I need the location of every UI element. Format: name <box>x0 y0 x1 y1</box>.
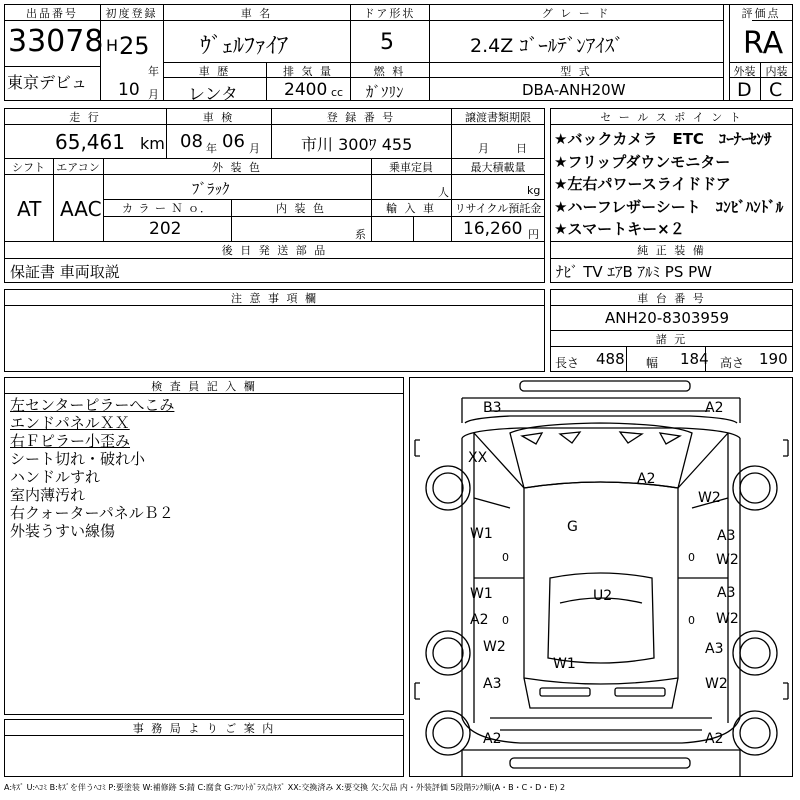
cc-unit: cc <box>331 86 344 99</box>
insp-year: 08 <box>180 131 203 152</box>
reg-month: 10 <box>118 80 140 100</box>
damage-mark: A2 <box>705 400 724 416</box>
inspector-note: エンドパネルＸＸ <box>10 414 130 432</box>
transfer-day: 日 <box>516 142 527 155</box>
label-first-reg: 初度登録 <box>105 7 158 20</box>
label-int-color: 内 装 色 <box>276 202 326 215</box>
mileage: 65,461 <box>55 130 125 154</box>
inspector-note: 室内薄汚れ <box>10 486 86 504</box>
label-exterior: 外装 <box>733 65 756 78</box>
damage-mark: W1 <box>470 526 493 542</box>
damage-mark: W2 <box>698 490 721 506</box>
yen-unit: 円 <box>528 228 539 241</box>
label-import: 輸 入 車 <box>386 202 436 215</box>
label-office: 事 務 局 よ り ご 案 内 <box>132 722 276 735</box>
car-outline <box>410 378 794 778</box>
damage-mark: W1 <box>470 586 493 602</box>
label-displacement: 排 気 量 <box>283 65 333 78</box>
fuel: ｶﾞｿﾘﾝ <box>366 83 404 101</box>
shift: AT <box>17 197 42 221</box>
label-transfer: 譲渡書類期限 <box>465 111 531 124</box>
sales-points-list <box>554 128 783 241</box>
interior-grade: C <box>769 79 783 101</box>
inspector-note: 左センターピラーへこみ <box>10 396 175 414</box>
era-label: H <box>106 36 119 55</box>
label-shift: シフト <box>12 161 45 174</box>
genuine-equipment: ﾅﾋﾞ TV ｴｱB ｱﾙﾐ PS PW <box>556 263 712 281</box>
kg-unit: kg <box>527 184 541 197</box>
color-no: 202 <box>149 219 182 239</box>
door-type: 5 <box>380 30 394 55</box>
damage-mark: W1 <box>553 656 576 672</box>
sales-point: ★フリップダウンモニター <box>554 152 731 171</box>
damage-mark: A2 <box>470 612 489 628</box>
zero-mark: 0 <box>502 614 509 627</box>
damage-mark: A2 <box>637 471 656 487</box>
damage-mark: XX <box>468 450 488 466</box>
width: 184 <box>680 350 709 368</box>
height: 190 <box>759 350 788 368</box>
label-length: 長さ <box>555 356 580 370</box>
sales-point: ★左右パワースライドドア <box>554 175 731 193</box>
zero-mark: 0 <box>688 551 695 564</box>
damage-mark: A2 <box>483 731 502 747</box>
label-grade: グ レ ー ド <box>541 7 611 20</box>
damage-mark: W2 <box>705 676 728 692</box>
label-later-parts: 後 日 発 送 部 品 <box>221 244 328 257</box>
inspector-note: 右クォーターパネルＢ２ <box>10 504 174 522</box>
inspector-notes-list <box>10 396 174 540</box>
label-recycle: リサイクル預託金 <box>454 202 542 215</box>
label-ac: エアコン <box>56 161 100 174</box>
label-door: ドア形状 <box>363 7 416 20</box>
km-unit: km <box>140 134 165 153</box>
zero-mark: 0 <box>502 551 509 564</box>
car-name: ｳﾞｪﾙﾌｧｲｱ <box>200 34 289 59</box>
label-chassis: 車 台 番 号 <box>637 292 706 305</box>
damage-mark: W2 <box>716 552 739 568</box>
reg-year: 25 <box>119 32 150 60</box>
label-genuine: 純 正 装 備 <box>637 244 706 257</box>
recycle-fee: 16,260 <box>463 219 523 239</box>
model-code: DBA-ANH20W <box>522 81 626 99</box>
damage-mark: A2 <box>705 731 724 747</box>
lot-number: 33078 <box>8 24 104 59</box>
inspector-note: シート切れ・破れ小 <box>10 450 146 468</box>
label-max-load: 最大積載量 <box>470 161 526 174</box>
damage-diagram <box>409 377 793 777</box>
length: 488 <box>596 350 625 368</box>
label-mileage: 走 行 <box>69 111 101 124</box>
label-interior: 内装 <box>765 65 788 78</box>
label-reg-no: 登 録 番 号 <box>326 111 396 124</box>
inspector-note: ハンドルすれ <box>10 468 101 486</box>
grade: 2.4Z ｺﾞｰﾙﾃﾞﾝｱｲｽﾞ <box>470 35 624 57</box>
label-model: 型 式 <box>560 65 592 78</box>
label-notes: 注 意 事 項 欄 <box>231 292 318 305</box>
venue: 東京デビュ <box>7 73 88 92</box>
sales-point: ★ハーフレザーシート ｺﾝﾋﾞﾊﾝﾄﾞﾙ <box>554 197 784 216</box>
chassis-number: ANH20-8303959 <box>605 309 730 327</box>
month-unit: 月 <box>148 88 159 101</box>
eval-score: RA <box>743 26 784 61</box>
inspector-note: 外装うすい線傷 <box>10 522 116 540</box>
displacement: 2400 <box>284 80 328 100</box>
zero-mark: 0 <box>688 614 695 627</box>
label-sales: セ ー ル ス ポ イ ン ト <box>600 111 743 124</box>
sales-point: ★バックカメラ ETC ｺｰﾅｰｾﾝｻ <box>554 130 772 148</box>
label-history: 車 歴 <box>198 65 231 78</box>
kei-unit: 系 <box>355 228 366 241</box>
transfer-month: 月 <box>478 142 489 155</box>
person-unit: 人 <box>438 186 449 199</box>
ext-color: ﾌﾞﾗｯｸ <box>192 180 230 198</box>
label-width: 幅 <box>646 356 659 370</box>
damage-mark: B3 <box>483 400 502 416</box>
label-ext-color: 外 装 色 <box>212 161 262 174</box>
label-lot-no: 出品番号 <box>26 7 78 20</box>
damage-mark: A3 <box>705 641 724 657</box>
damage-mark: W2 <box>716 611 739 627</box>
label-capacity: 乗車定員 <box>389 161 433 174</box>
damage-mark: U2 <box>593 588 613 604</box>
label-fuel: 燃 料 <box>373 65 406 78</box>
sales-point: ★スマートキー×２ <box>554 220 685 238</box>
legend: A:ｷｽﾞ U:ﾍｺﾐ B:ｷｽﾞを伴うﾍｺﾐ P:要塗装 W:補修跡 S:錆 C:腐食 G:ﾌﾛﾝﾄｶﾞﾗｽ点ｷｽﾞ XX:交換済み X:要交換 欠:欠品 内・外装評価 5段階ﾗﾝｸ順(A・B・C・D・E) 2 <box>4 783 566 792</box>
label-color-no: カ ラ ー Ｎ ｏ． <box>122 202 212 215</box>
label-inspector: 検 査 員 記 入 欄 <box>151 380 257 393</box>
insp-month-unit: 月 <box>249 142 260 155</box>
damage-mark: A3 <box>717 528 736 544</box>
exterior-grade: D <box>737 79 752 101</box>
later-parts: 保証書 車両取説 <box>10 263 120 281</box>
damage-mark: A3 <box>483 676 502 692</box>
label-specs: 諸 元 <box>655 333 688 346</box>
label-height: 高さ <box>720 356 745 370</box>
label-car-name: 車 名 <box>240 7 273 20</box>
year-unit: 年 <box>148 65 159 78</box>
damage-mark: A3 <box>717 585 736 601</box>
label-eval: 評価点 <box>741 7 781 20</box>
air-conditioner: AAC <box>60 197 102 221</box>
insp-year-unit: 年 <box>206 142 217 155</box>
damage-mark: W2 <box>483 639 506 655</box>
damage-mark: G <box>567 519 578 535</box>
history: レンタ <box>188 85 238 105</box>
inspector-note: 右Ｆピラー小歪み <box>10 432 131 450</box>
reg-number: 市川 300ﾜ 455 <box>301 135 413 154</box>
insp-month: 06 <box>222 131 245 152</box>
label-inspection: 車 検 <box>202 111 235 124</box>
